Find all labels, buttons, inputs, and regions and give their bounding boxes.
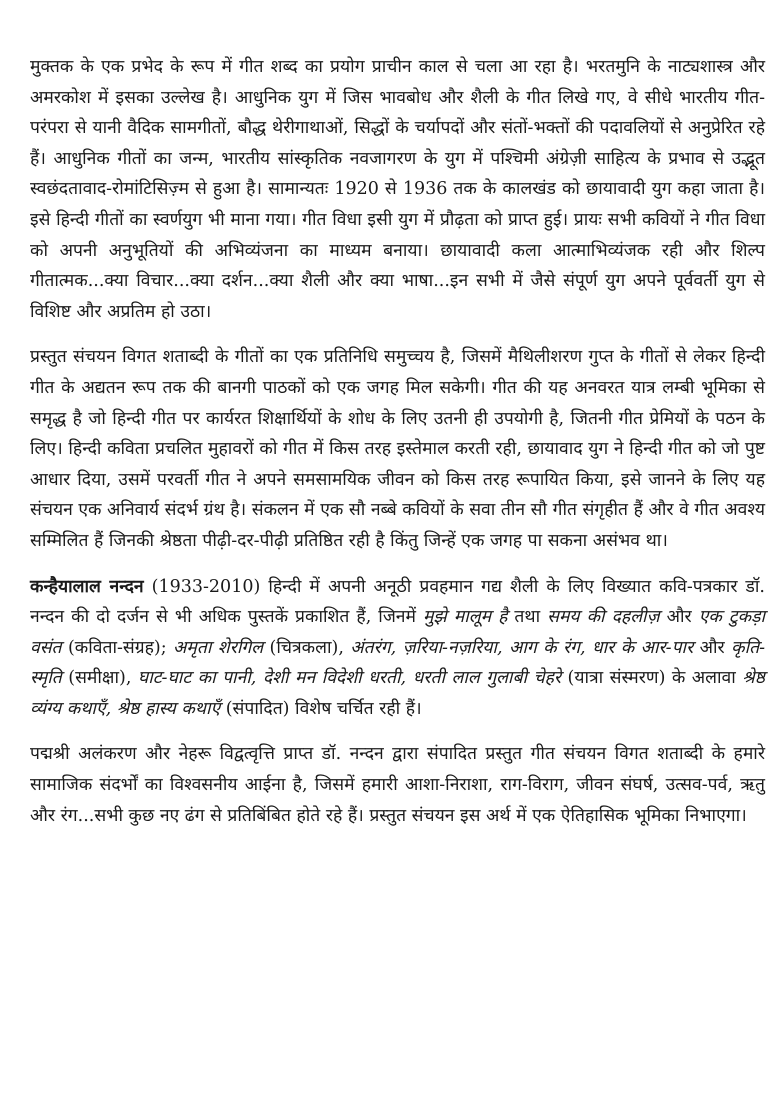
bio-text: (कविता-संग्रह); — [61, 637, 174, 658]
editor-name: कन्हैयालाल नन्दन — [30, 576, 144, 597]
bio-text: और — [659, 607, 699, 628]
book-title: अंतरंग, ज़रिया-नज़रिया, आग के रंग, धार के आर-पार — [350, 637, 694, 658]
paragraph-editor-bio — [30, 572, 765, 725]
paragraph-geet-history — [30, 52, 765, 327]
bio-text: (यात्रा संस्मरण) के अलावा — [561, 668, 743, 689]
bio-text: (समीक्षा), — [61, 668, 138, 689]
book-title: मुझे मालूम है — [423, 607, 508, 628]
book-blurb-page — [30, 52, 765, 831]
bio-text: (1933-2010) हिन्दी में अपनी अनूठी प्रवहमान गद्य शैली के लिए विख्यात कवि-पत्रकार डॉ. नन्दन की दो दर्जन से भी अधिक पुस्तकें प्रकाशित हैं, जिनमें — [30, 576, 765, 628]
paragraph-anthology-description — [30, 342, 765, 556]
book-title: कृति-स्मृति — [30, 637, 765, 689]
bio-text: तथा — [507, 607, 548, 628]
paragraph-text: पद्मश्री अलंकरण और नेहरू विद्वत्वृत्ति प्राप्त डॉ. नन्दन द्वारा संपादित प्रस्तुत गीत संचयन विगत शताब्दी के हमारे सामाजिक संदर्भों का विश्वसनीय आईना है, जिसमें हमारी आशा-निराशा, राग-विराग, जीवन संघर्ष, उत्सव-पर्व, ऋतु और रंग...सभी कुछ नए ढंग से प्रतिबिंबित होते रहे हैं। प्रस्तुत संचयन इस अर्थ में एक ऐतिहासिक भूमिका निभाएगा। — [30, 744, 765, 826]
book-title: अमृता शेरगिल — [173, 637, 264, 658]
book-title: समय की दहलीज़ — [547, 607, 660, 628]
bio-text: (चित्रकला), — [263, 637, 351, 658]
book-title: घाट-घाट का पानी, देशी मन विदेशी धरती, धरती लाल गुलाबी चेहरे — [137, 668, 562, 689]
paragraph-closing — [30, 739, 765, 831]
book-title: श्रेष्ठ व्यंग्य कथाएँ, श्रेष्ठ हास्य कथाएँ — [30, 668, 765, 719]
book-title: एक टुकड़ा वसंत — [30, 607, 766, 658]
bio-text: (संपादित) विशेष चर्चित रही हैं। — [220, 698, 422, 719]
bio-text: और — [693, 637, 732, 658]
paragraph-text: मुक्तक के एक प्रभेद के रूप में गीत शब्द का प्रयोग प्राचीन काल से चला आ रहा है। भरतमुनि के नाट्यशास्त्र और अमरकोश में इसका उल्लेख है। आधुनिक युग में जिस भावबोध और शैली के गीत लिखे गए, वे सीधे भारतीय गीत-परंपरा से यानी वैदिक सामगीतों, बौद्ध थेरीगाथाओं, सिद्धों के चर्यापदों और संतों-भक्तों की पदावलियों से अनुप्रेरित रहे हैं। आधुनिक गीतों का जन्म, भारतीय सांस्कृतिक नवजागरण के युग में पश्चिमी अंग्रेज़ी साहित्य के प्रभाव से उद्भूत स्वछंदतावाद-रोमांटिसिज़्म से हुआ है। सामान्यतः 1920 से 1936 तक के कालखंड को छायावादी युग कहा जाता है। इसे हिन्दी गीतों का स्वर्णयुग भी माना गया। गीत विधा इसी युग में प्रौढ़ता को प्राप्त हुई। प्रायः सभी कवियों ने गीत विधा को अपनी अनुभूतियों की अभिव्यंजना का माध्यम बनाया। छायावादी कला आत्माभिव्यंजक रही और शिल्प गीतात्मक...क्या विचार...क्या दर्शन...क्या शैली और क्या भाषा...इन सभी में जैसे संपूर्ण युग अपने पूर्ववर्ती युग से विशिष्ट और अप्रतिम हो उठा। — [30, 57, 765, 322]
paragraph-text: प्रस्तुत संचयन विगत शताब्दी के गीतों का एक प्रतिनिधि समुच्चय है, जिसमें मैथिलीशरण गुप्त के गीतों से लेकर हिन्दी गीत के अद्यतन रूप तक की बानगी पाठकों को एक जगह मिल सकेगी। गीत की यह अनवरत यात्र लम्बी भूमिका से समृद्ध है जो हिन्दी गीत पर कार्यरत शिक्षार्थियों के शोध के लिए उतनी ही उपयोगी है, जितनी गीत प्रेमियों के पठन के लिए। हिन्दी कविता प्रचलित मुहावरों को गीत में किस तरह इस्तेमाल करती रही, छायावाद युग ने हिन्दी गीत को जो पुष्ट आधार दिया, उसमें परवर्ती गीत ने अपने समसामयिक जीवन को किस तरह रूपायित किया, इसे जानने के लिए यह संचयन एक अनिवार्य संदर्भ ग्रंथ है। संकलन में एक सौ नब्बे कवियों के सवा तीन सौ गीत संगृहीत हैं और वे गीत अवश्य सम्मिलित हैं जिनकी श्रेष्ठता पीढ़ी-दर-पीढ़ी प्रतिष्ठित रही है किंतु जिन्हें एक जगह पा सकना असंभव था। — [30, 347, 765, 551]
